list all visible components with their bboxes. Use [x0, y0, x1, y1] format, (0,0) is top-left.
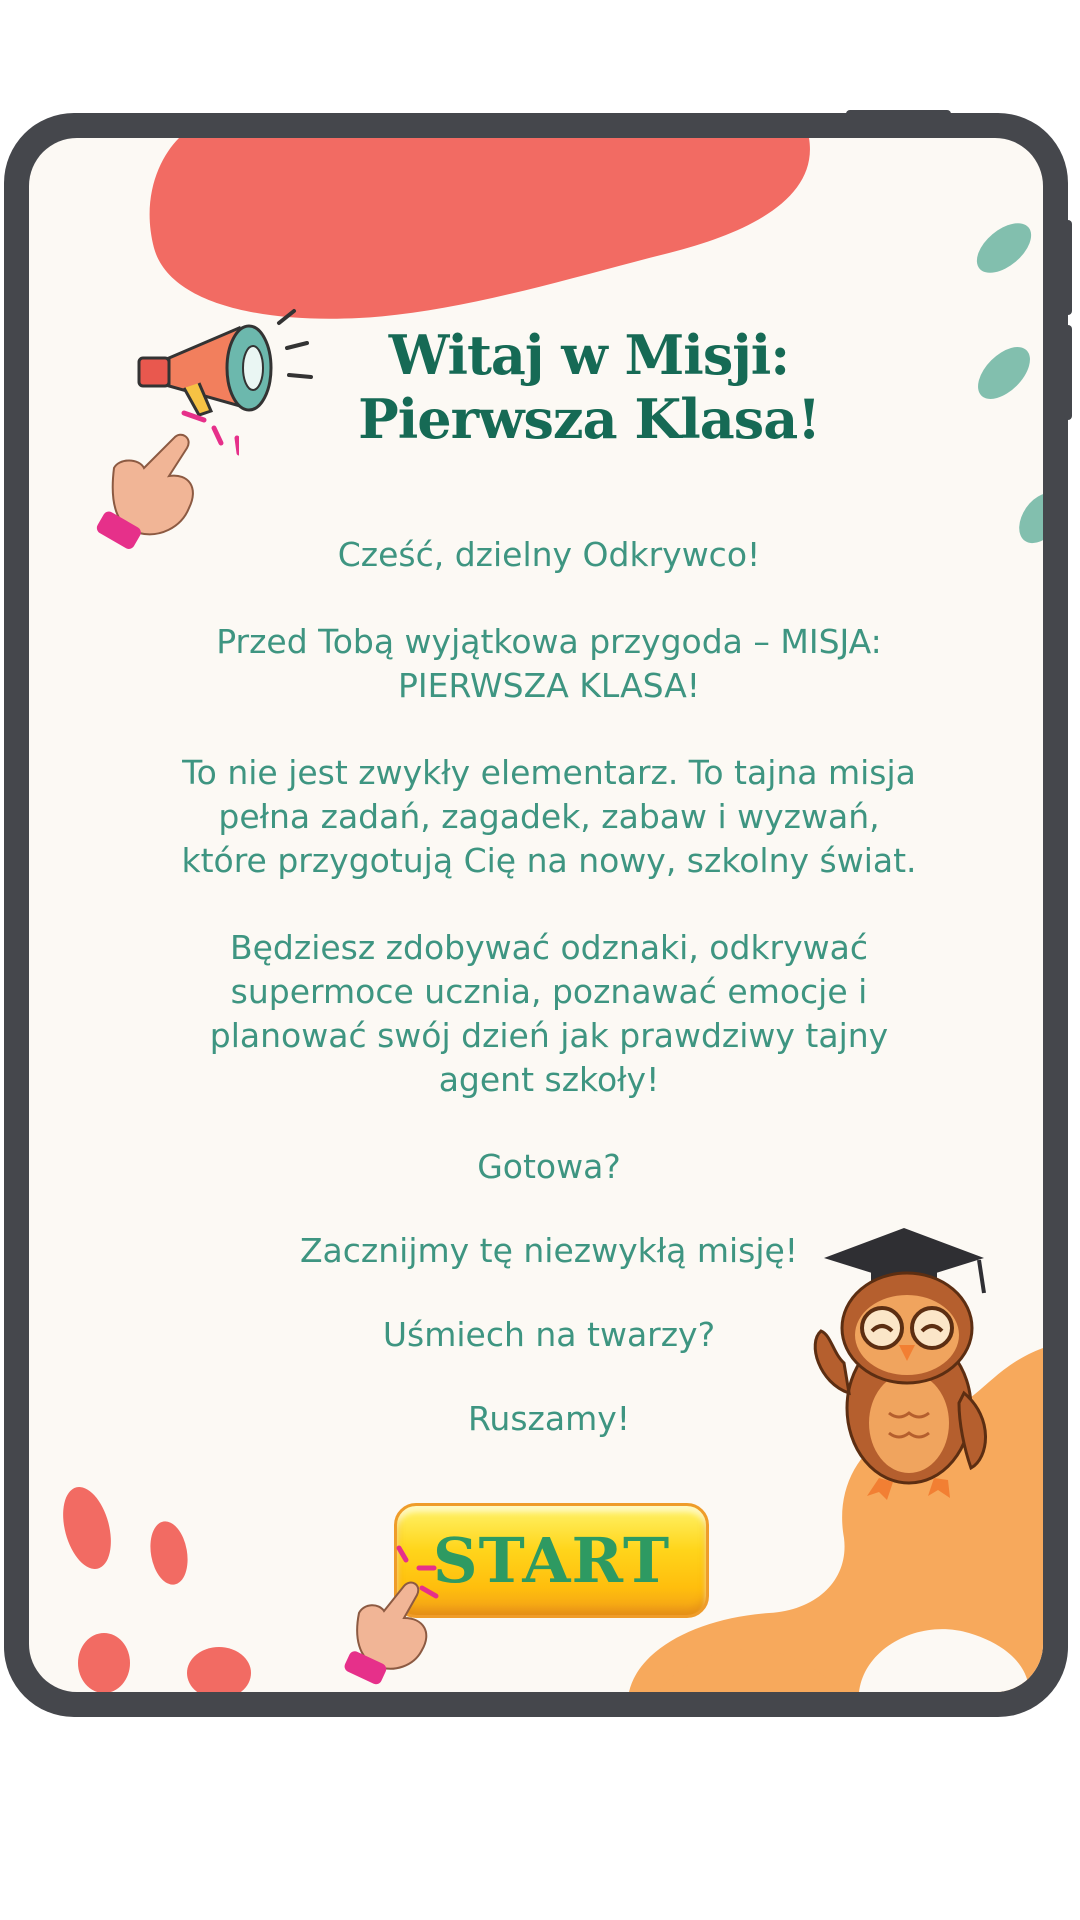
mission-description — [179, 533, 919, 1481]
question-text-1: Gotowa? — [477, 1147, 621, 1186]
title-line-2: Pierwsza Klasa! — [358, 387, 820, 451]
call-to-action-text: Zacznijmy tę niezwykłą misję! — [299, 1231, 799, 1270]
pointing-hand-icon — [344, 1538, 464, 1688]
device-volume-down-button — [1064, 325, 1072, 420]
green-leaves — [969, 218, 1043, 678]
greeting-text: Cześć, dzielny Odkrywco! — [337, 535, 761, 574]
device-volume-up-button — [1064, 220, 1072, 315]
go-text: Ruszamy! — [467, 1399, 630, 1438]
start-button-label: START — [432, 1524, 671, 1597]
description-text: To nie jest zwykły elementarz. To tajna misja pełna zadań, zagadek, zabaw i wyzwań, które przygotują Cię na nowy, szkolny świat. — [181, 753, 917, 880]
intro-text: Przed Tobą wyjątkowa przygoda – MISJA: PIERWSZA KLASA! — [216, 622, 882, 705]
device-top-button — [846, 110, 951, 118]
tablet-device — [4, 113, 1068, 1717]
page-title — [309, 323, 869, 451]
question-text-2: Uśmiech na twarzy? — [382, 1315, 716, 1354]
owl-graduate-icon — [809, 1223, 999, 1513]
title-line-1: Witaj w Misji: — [388, 323, 790, 387]
red-drops — [29, 1478, 349, 1692]
details-text: Będziesz zdobywać odznaki, odkrywać supermoce ucznia, poznawać emocje i planować swój dzień jak prawdziwy tajny agent szkoły! — [209, 928, 889, 1099]
app-screen — [29, 138, 1043, 1692]
